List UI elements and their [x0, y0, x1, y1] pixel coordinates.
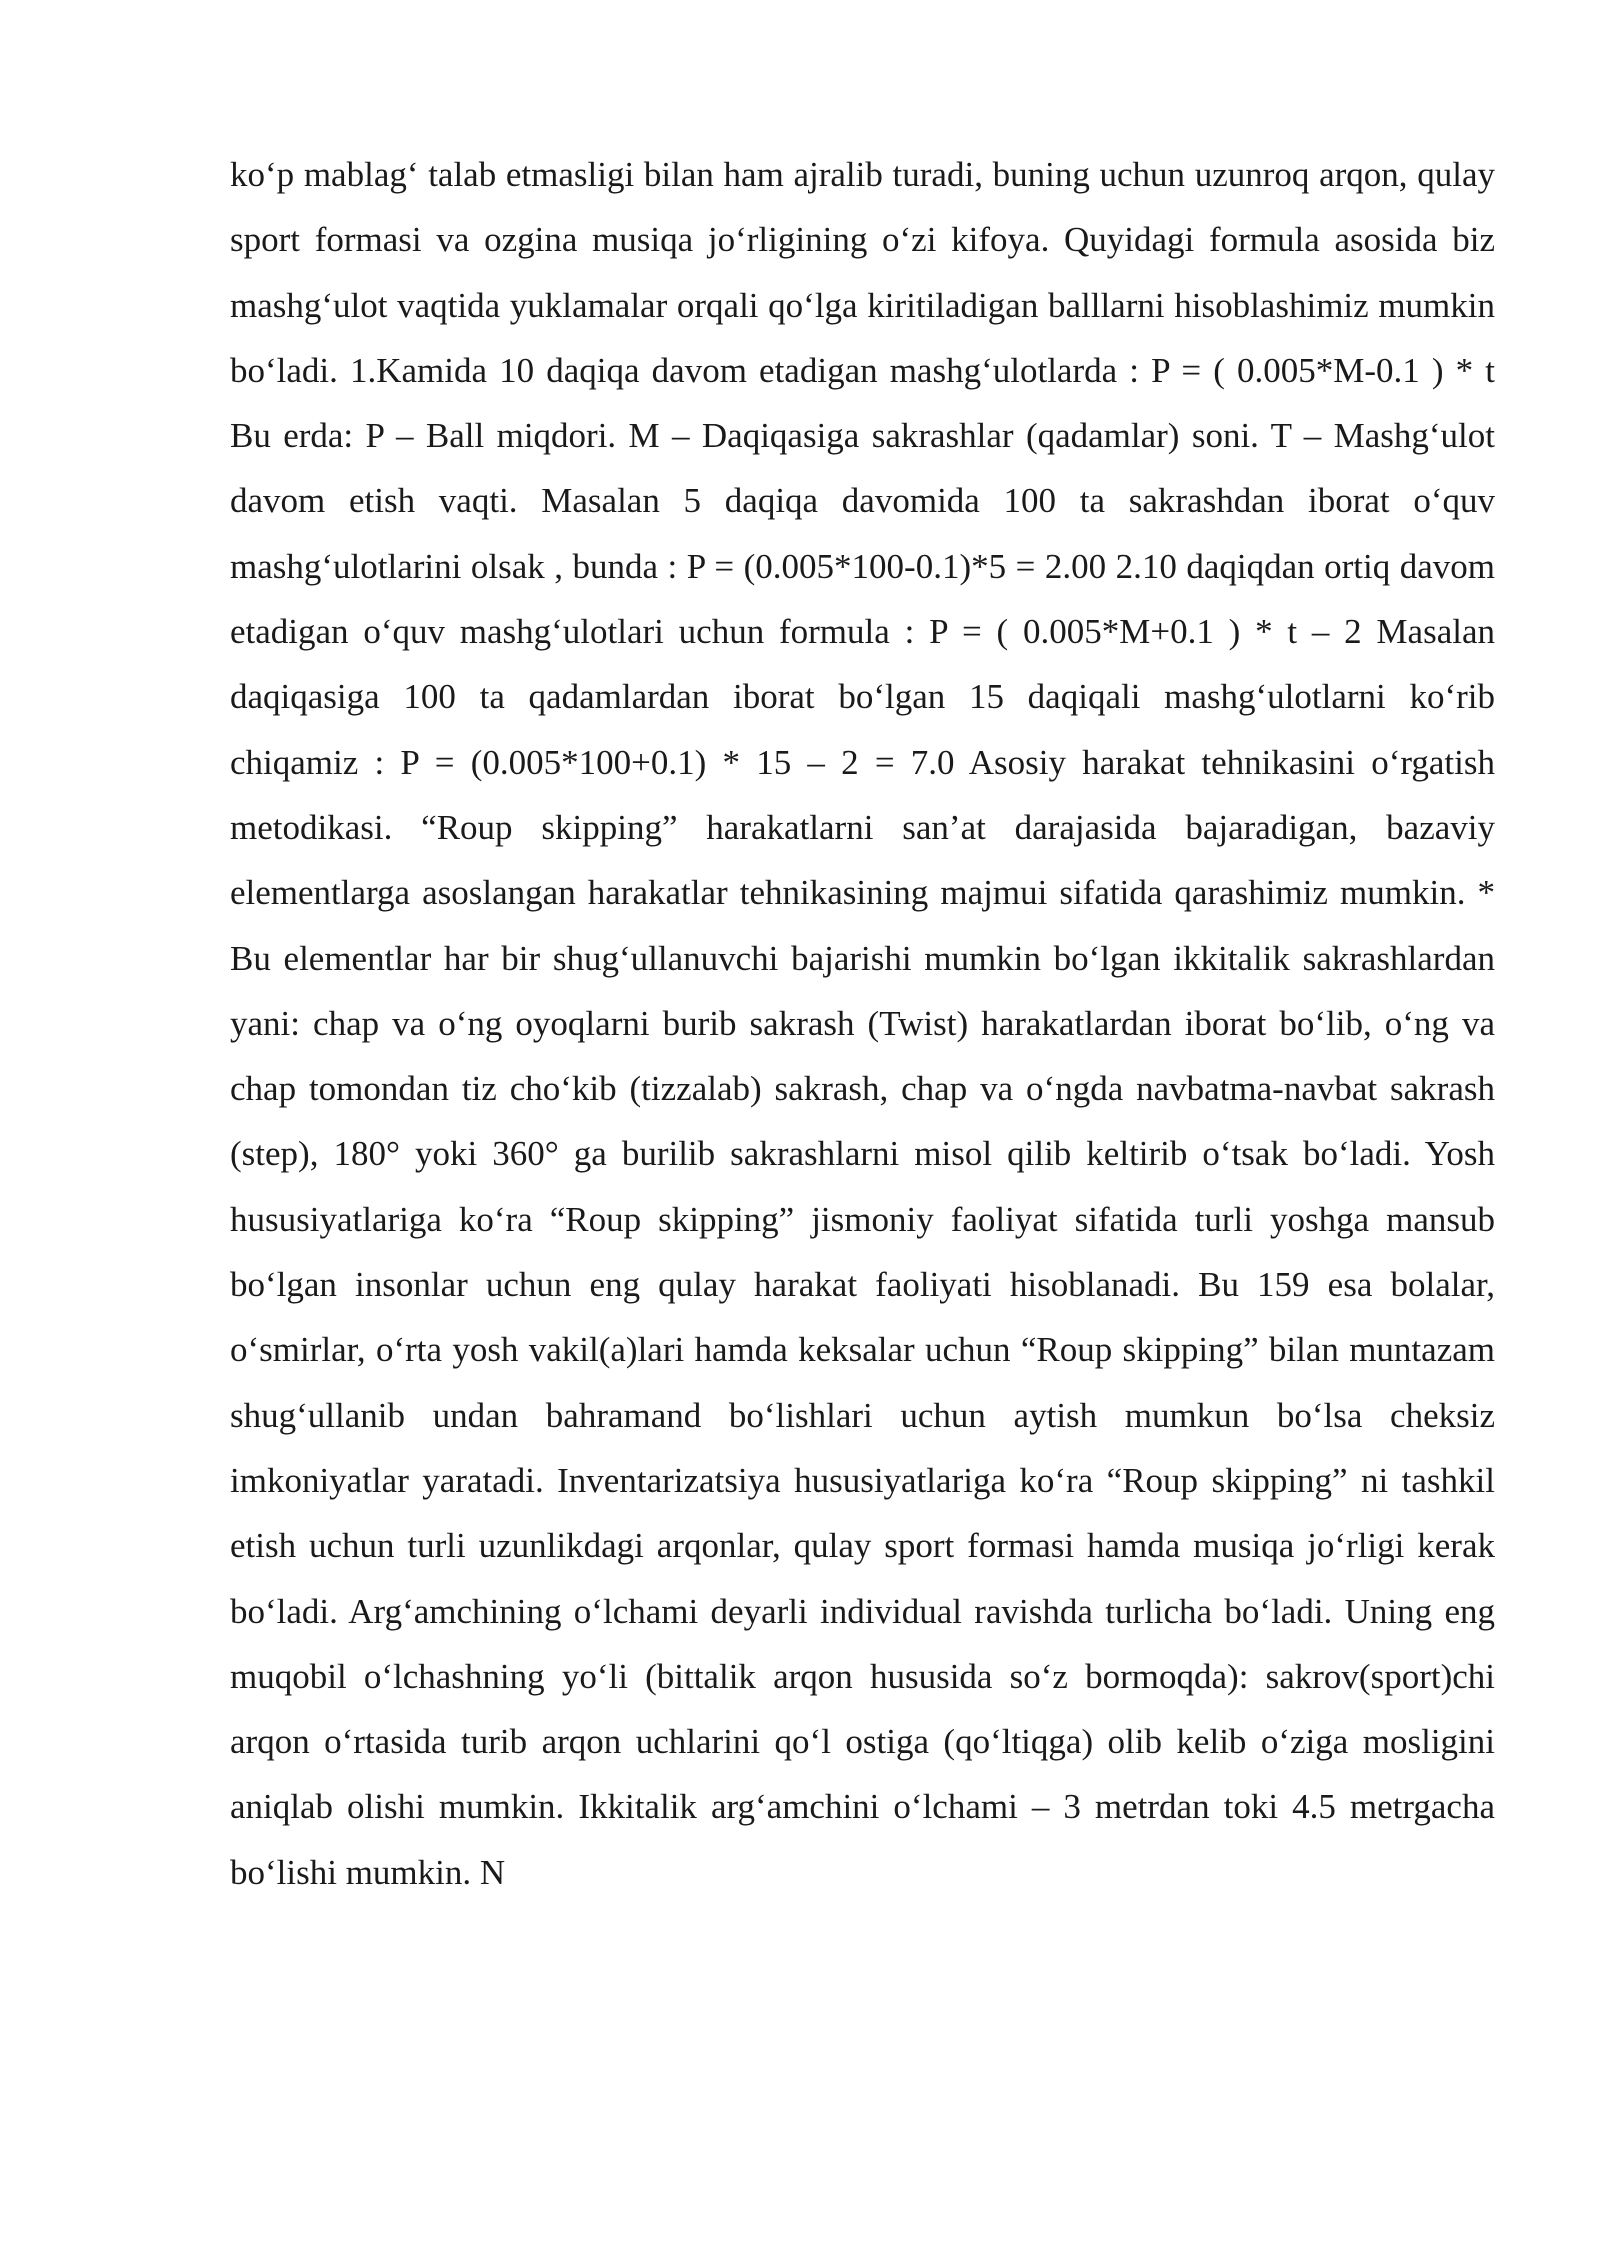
body-paragraph: ko‘p mablag‘ talab etmasligi bilan ham ajralib turadi, buning uchun uzunroq arqon, qulay sport formasi va ozgina musiqa jo‘rligining o‘zi kifoya. Quyidagi formula asosida biz mashg‘ulot vaqtida yuklamalar orqali qo‘lga kiritiladigan balllarni hisoblashimiz mumkin bo‘ladi. 1.Kamida 10 daqiqa davom etadigan mashg‘ulotlarda : P = ( 0.005*M-0.1 ) * t Bu erda: P – Ball miqdori. M – Daqiqasiga sakrashlar (qadamlar) soni. T – Mashg‘ulot davom etish vaqti. Masalan 5 daqiqa davomida 100 ta sakrashdan iborat o‘quv mashg‘ulotlarini olsak , bunda : P = (0.005*100-0.1)*5 = 2.00 2.10 daqiqdan ortiq davom etadigan o‘quv mashg‘ulotlari uchun formula : P = ( 0.005*M+0.1 ) * t – 2 Masalan daqiqasiga 100 ta qadamlardan iborat bo‘lgan 15 daqiqali mashg‘ulotlarni ko‘rib chiqamiz : P = (0.005*100+0.1) * 15 – 2 = 7.0 Asosiy harakat tehnikasini o‘rgatish metodikasi. “Roup skipping” harakatlarni san’at darajasida bajaradigan, bazaviy elementlarga asoslangan harakatlar tehnikasining majmui sifatida qarashimiz mumkin. * Bu elementlar har bir shug‘ullanuvchi bajarishi mumkin bo‘lgan ikkitalik sakrashlardan yani: chap va o‘ng oyoqlarni burib sakrash (Twist) harakatlardan iborat bo‘lib, o‘ng va chap tomondan tiz cho‘kib (tizzalab) sakrash, chap va o‘ngda navbatma-navbat sakrash (step), 180° yoki 360° ga burilib sakrashlarni misol qilib keltirib o‘tsak bo‘ladi. Yosh hususiyatlariga ko‘ra “Roup skipping” jismoniy faoliyat sifatida turli yoshga mansub bo‘lgan insonlar uchun eng qulay harakat faoliyati hisoblanadi. Bu 159 esa bolalar, o‘smirlar, o‘rta yosh vakil(a)lari hamda keksalar uchun “Roup skipping” bilan muntazam shug‘ullanib undan bahramand bo‘lishlari uchun aytish mumkun bo‘lsa cheksiz imkoniyatlar yaratadi. Inventarizatsiya hususiyatlariga ko‘ra “Roup skipping” ni tashkil etish uchun turli uzunlikdagi arqonlar, qulay sport formasi hamda musiqa jo‘rligi kerak bo‘ladi. Arg‘amchining o‘lchami deyarli individual ravishda turlicha bo‘ladi. Uning eng muqobil o‘lchashning yo‘li (bittalik arqon hususida so‘z bormoqda): sakrov(sport)chi arqon o‘rtasida turib arqon uchlarini qo‘l ostiga (qo‘ltiqga) olib kelib o‘ziga mosligini aniqlab olishi mumkin. Ikkitalik arg‘amchini o‘lchami – 3 metrdan toki 4.5 metrgacha bo‘lishi mumkin. N — [230, 155, 1495, 1892]
